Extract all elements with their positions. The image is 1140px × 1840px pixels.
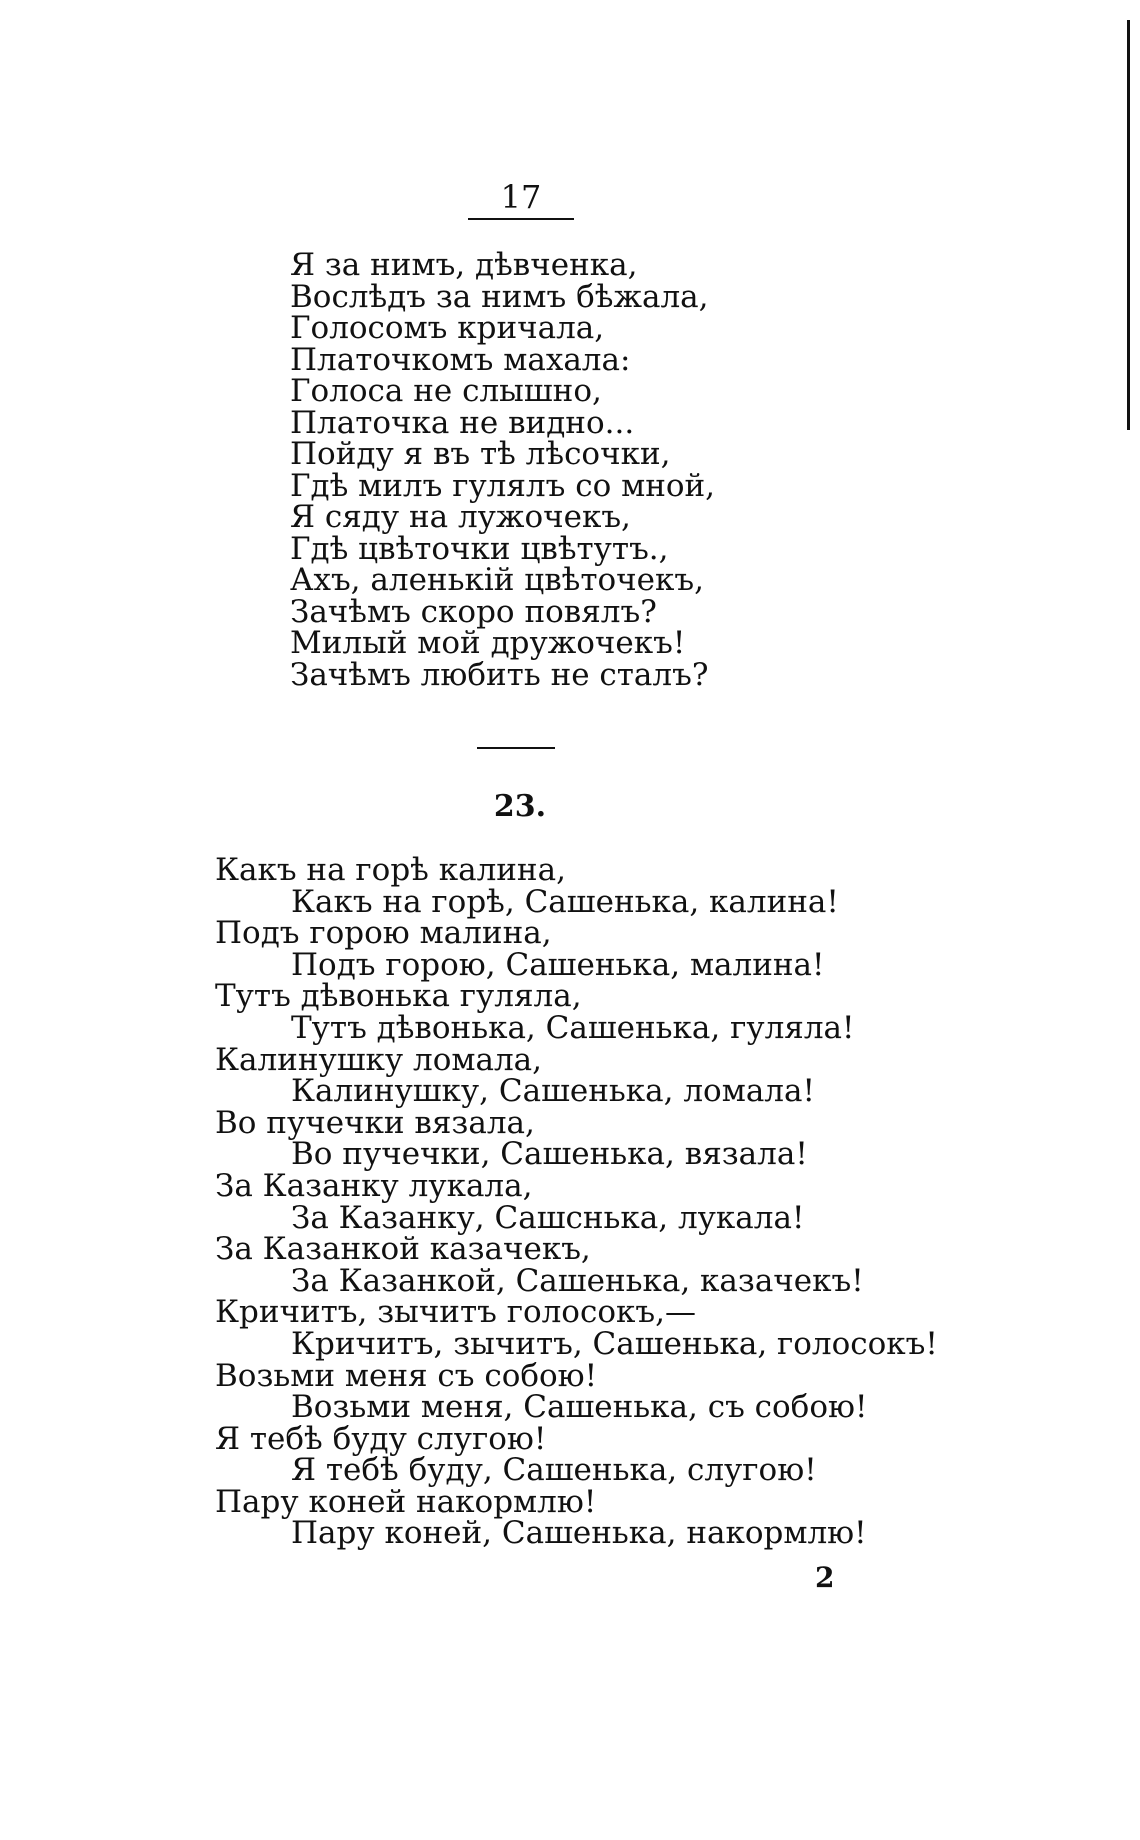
poem-line: Я за нимъ, дѣвченка,	[290, 247, 638, 283]
song-refrain-line: За Казанку, Сашснька, лукала!	[291, 1199, 805, 1236]
song-refrain-line: Возьми меня, Сашенька, съ собою!	[291, 1389, 868, 1426]
song-refrain-line: Подъ горою, Сашенька, малина!	[291, 946, 825, 983]
song-refrain-line: Во пучечки, Сашенька, вязала!	[291, 1136, 808, 1173]
song-line: Кричитъ, зычитъ голосокъ,—	[215, 1294, 696, 1331]
poem-line: Зачѣмъ любить не сталъ?	[290, 656, 709, 693]
poem-line: Платочка не видно...	[290, 404, 635, 441]
song-refrain-line: Кричитъ, зычитъ, Сашенька, голосокъ!	[291, 1325, 938, 1362]
poem-line: Пойду я въ тѣ лѣсочки,	[290, 436, 671, 472]
song-refrain-line: Тутъ дѣвонька, Сашенька, гуляла!	[291, 1009, 855, 1046]
song-refrain-line: Пару коней, Сашенька, накормлю!	[291, 1515, 867, 1552]
song-refrain-line: Какъ на горѣ, Сашенька, калина!	[291, 883, 839, 920]
poem-line: Голосомъ кричала,	[290, 310, 605, 346]
poem-line: Зачѣмъ скоро повялъ?	[290, 593, 657, 630]
poem-line: Гдѣ милъ гулялъ со мной,	[290, 467, 716, 504]
song-line: За Казанкой казачекъ,	[215, 1231, 591, 1268]
song-line: Подъ горою малина,	[215, 915, 552, 952]
song-lyrics	[215, 852, 938, 1552]
song-line: За Казанку лукала,	[215, 1167, 533, 1204]
song-refrain-line: Калинушку, Сашенька, ломала!	[291, 1073, 815, 1110]
page-edge-line	[1127, 20, 1130, 430]
page-number: 17	[468, 180, 574, 220]
song-line: Я тебѣ буду слугою!	[215, 1420, 547, 1457]
song-line: Пару коней накормлю!	[215, 1483, 597, 1520]
poem-line: Гдѣ цвѣточки цвѣтутъ.,	[290, 530, 669, 567]
song-refrain-line: Я тебѣ буду, Сашенька, слугою!	[291, 1452, 817, 1489]
poem-line: Ахъ, аленькій цвѣточекъ,	[290, 562, 704, 598]
signature-mark: 2	[815, 1561, 835, 1594]
song-refrain-line: За Казанкой, Сашенька, казачекъ!	[291, 1262, 864, 1299]
song-line: Во пучечки вязала,	[215, 1104, 535, 1141]
section-divider	[477, 747, 555, 749]
song-line: Тутъ дѣвонька гуляла,	[215, 978, 582, 1015]
poem-line: Платочкомъ махала:	[290, 341, 631, 378]
song-line: Какъ на горѣ калина,	[215, 852, 566, 888]
poem-continued	[290, 247, 716, 693]
poem-line: Голоса не слышно,	[290, 373, 602, 409]
poem-line: Милый мой дружочекъ!	[290, 625, 686, 661]
poem-line: Я сяду на лужочекъ,	[290, 499, 631, 535]
song-line: Калинушку ломала,	[215, 1041, 542, 1078]
song-number: 23.	[493, 789, 547, 824]
poem-line: Вослѣдъ за нимъ бѣжала,	[290, 278, 709, 315]
song-line: Возьми меня съ собою!	[215, 1357, 598, 1394]
